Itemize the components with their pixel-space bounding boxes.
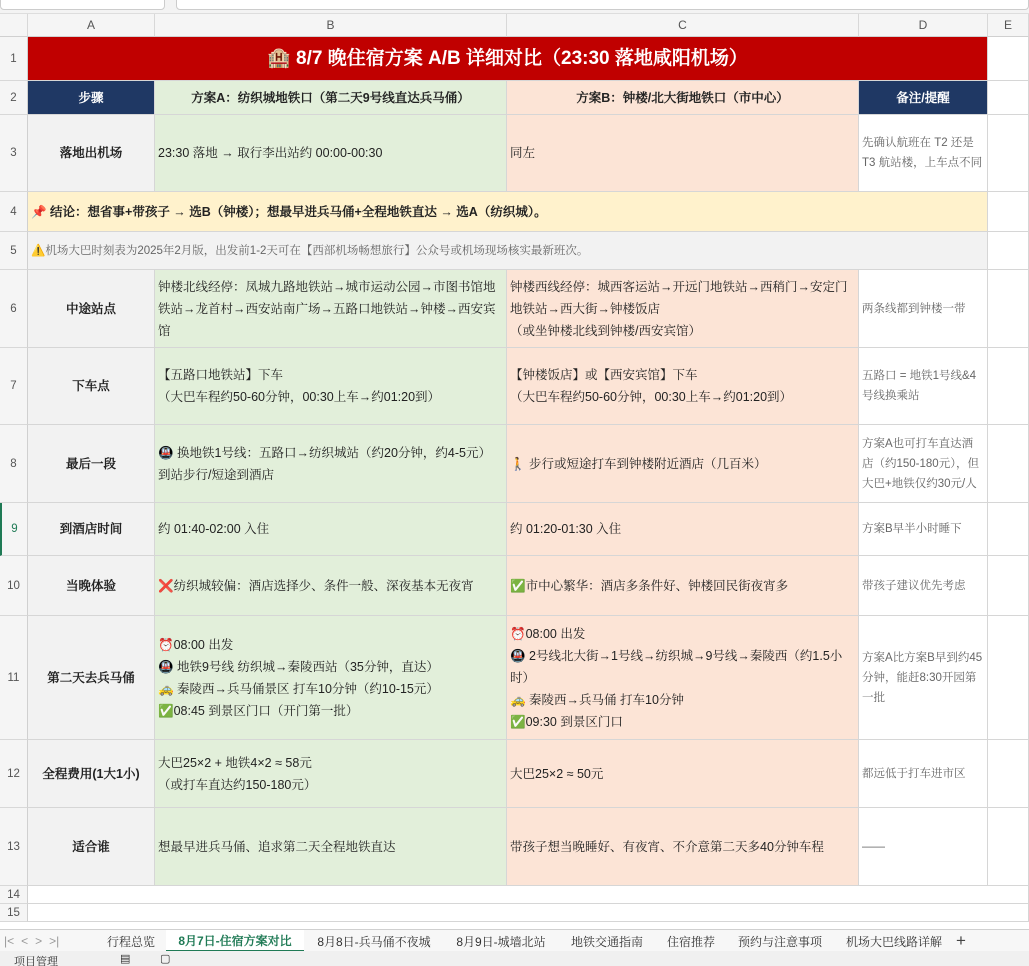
plan-b-cell[interactable]: 带孩子想当晚睡好、有夜宵、不介意第二天多40分钟车程	[507, 808, 859, 886]
step-label[interactable]: 适合谁	[28, 808, 155, 886]
cell[interactable]	[988, 616, 1029, 740]
name-box[interactable]	[0, 0, 165, 10]
row-header[interactable]: 14	[0, 886, 28, 904]
sheet-bottom	[0, 922, 1029, 929]
row-header[interactable]: 5	[0, 232, 28, 270]
step-label[interactable]: 全程费用(1大1小)	[28, 740, 155, 808]
column-header-d[interactable]: D	[859, 14, 988, 37]
plan-b-cell[interactable]: ✅市中心繁华：酒店多条件好、钟楼回民街夜宵多	[507, 556, 859, 616]
sheet-tab[interactable]: 8月9日-城墙北站	[456, 934, 546, 949]
column-header-a[interactable]: A	[28, 14, 155, 37]
note-cell[interactable]: 带孩子建议优先考虑	[859, 556, 988, 616]
add-sheet-icon[interactable]: +	[956, 931, 966, 950]
row-header[interactable]: 1	[0, 37, 28, 81]
row-header[interactable]: 10	[0, 556, 28, 616]
cell[interactable]	[988, 425, 1029, 503]
sheet-tab-active[interactable]: 8月7日-住宿方案对比	[166, 930, 304, 952]
empty-row[interactable]	[28, 904, 1029, 922]
row-header[interactable]: 6	[0, 270, 28, 348]
plan-b-cell[interactable]: 大巴25×2 ≈ 50元	[507, 740, 859, 808]
step-label[interactable]: 下车点	[28, 348, 155, 425]
row-header[interactable]: 11	[0, 616, 28, 740]
step-label[interactable]: 中途站点	[28, 270, 155, 348]
step-label[interactable]: 当晚体验	[28, 556, 155, 616]
plan-b-cell[interactable]: 同左	[507, 115, 859, 192]
note-cell[interactable]: 都远低于打车进市区	[859, 740, 988, 808]
row-header[interactable]: 3	[0, 115, 28, 192]
cell[interactable]	[988, 115, 1029, 192]
plan-a-cell[interactable]: 约 01:40-02:00 入住	[155, 503, 507, 556]
cell[interactable]	[988, 348, 1029, 425]
plan-b-cell[interactable]: 🚶 步行或短途打车到钟楼附近酒店（几百米）	[507, 425, 859, 503]
step-label[interactable]: 到酒店时间	[28, 503, 155, 556]
plan-b-cell[interactable]: 约 01:20-01:30 入住	[507, 503, 859, 556]
project-label[interactable]: 项目管理	[14, 956, 58, 966]
note-cell[interactable]: 先确认航班在 T2 还是 T3 航站楼，上车点不同	[859, 115, 988, 192]
first-sheet-icon[interactable]: |<	[4, 934, 15, 948]
next-sheet-icon[interactable]: >	[35, 934, 43, 948]
header-plan-b[interactable]: 方案B：钟楼/北大街地铁口（市中心）	[507, 81, 859, 115]
note-cell[interactable]: 方案A也可打车直达酒店（约150-180元），但大巴+地铁仅约30元/人	[859, 425, 988, 503]
header-plan-a[interactable]: 方案A：纺织城地铁口（第二天9号线直达兵马俑）	[155, 81, 507, 115]
sheet-tab[interactable]: 地铁交通指南	[570, 934, 643, 949]
step-label[interactable]: 最后一段	[28, 425, 155, 503]
cell[interactable]	[988, 556, 1029, 616]
row-header[interactable]: 4	[0, 192, 28, 232]
cell[interactable]	[988, 808, 1029, 886]
note-cell[interactable]: 五路口 = 地铁1号线&4号线换乘站	[859, 348, 988, 425]
plan-a-cell[interactable]: 钟楼北线经停：凤城九路地铁站→城市运动公园→市图书馆地铁站→龙首村→西安站南广场→五路口地铁站→钟楼→西安宾馆	[155, 270, 507, 348]
plan-b-cell[interactable]: ⏰08:00 出发 🚇 2号线北大街→1号线→纺织城→9号线→秦陵西（约1.5小时） 🚕 秦陵西→兵马俑 打车10分钟 ✅09:30 到景区门口	[507, 616, 859, 740]
sheet-tab[interactable]: 8月8日-兵马俑不夜城	[317, 934, 431, 949]
row-header[interactable]: 13	[0, 808, 28, 886]
plan-a-cell[interactable]: ❌纺织城较偏：酒店选择少、条件一般、深夜基本无夜宵	[155, 556, 507, 616]
note-cell[interactable]: 两条线都到钟楼一带	[859, 270, 988, 348]
plan-a-cell[interactable]: ⏰08:00 出发 🚇 地铁9号线 纺织城→秦陵西站（35分钟，直达） 🚕 秦陵西→兵马俑景区 打车10分钟（约10-15元） ✅08:45 到景区门口（开门第一批）	[155, 616, 507, 740]
plan-a-cell[interactable]: 想最早进兵马俑、追求第二天全程地铁直达	[155, 808, 507, 886]
sheet-tab-bar	[0, 929, 1029, 951]
row-header[interactable]: 8	[0, 425, 28, 503]
plan-a-cell[interactable]: 【五路口地铁站】下车 （大巴车程约50-60分钟，00:30上车→约01:20到）	[155, 348, 507, 425]
column-header-b[interactable]: B	[155, 14, 507, 37]
cell[interactable]	[988, 192, 1029, 232]
row-header[interactable]: 15	[0, 904, 28, 922]
note-cell[interactable]: 方案A比方案B早到约45分钟，能赶8:30开园第一批	[859, 616, 988, 740]
status-icon[interactable]: ▢	[160, 953, 171, 965]
notice-cell[interactable]: ⚠️机场大巴时刻表为2025年2月版，出发前1-2天可在【西部机场畅想旅行】公众号或机场现场核实最新班次。	[28, 232, 988, 270]
cell[interactable]	[988, 740, 1029, 808]
sheet-tab[interactable]: 预约与注意事项	[737, 934, 822, 949]
sheet-tab[interactable]: 住宿推荐	[666, 934, 715, 949]
conclusion-cell[interactable]: 📌 结论：想省事+带孩子 → 选B（钟楼）；想最早进兵马俑+全程地铁直达 → 选A（纺织城）。	[28, 192, 988, 232]
row-header[interactable]: 7	[0, 348, 28, 425]
empty-row[interactable]	[28, 886, 1029, 904]
step-label[interactable]: 落地出机场	[28, 115, 155, 192]
header-step[interactable]: 步骤	[28, 81, 155, 115]
formula-bar	[0, 0, 1029, 14]
sheet-tab[interactable]: 行程总览	[106, 934, 155, 949]
sheet-title[interactable]: 🏨 8/7 晚住宿方案 A/B 详细对比（23:30 落地咸阳机场）	[28, 37, 988, 81]
plan-b-cell[interactable]: 【钟楼饭店】或【西安宾馆】下车 （大巴车程约50-60分钟，00:30上车→约01:20到）	[507, 348, 859, 425]
prev-sheet-icon[interactable]: <	[21, 934, 29, 948]
plan-a-cell[interactable]: 23:30 落地 → 取行李出站约 00:00-00:30	[155, 115, 507, 192]
step-label[interactable]: 第二天去兵马俑	[28, 616, 155, 740]
cell[interactable]	[988, 232, 1029, 270]
last-sheet-icon[interactable]: >|	[49, 934, 60, 948]
plan-a-cell[interactable]: 🚇 换地铁1号线：五路口→纺织城站（约20分钟，约4-5元） 到站步行/短途到酒店	[155, 425, 507, 503]
cell[interactable]	[988, 503, 1029, 556]
status-bar	[0, 951, 1029, 966]
cell[interactable]	[988, 37, 1029, 81]
row-header-selected[interactable]: 9	[0, 503, 28, 556]
cell[interactable]	[988, 270, 1029, 348]
tab-nav	[4, 930, 59, 952]
sheet-tab[interactable]: 机场大巴线路详解	[845, 934, 942, 949]
plan-a-cell[interactable]: 大巴25×2 + 地铁4×2 ≈ 58元 （或打车直达约150-180元）	[155, 740, 507, 808]
note-cell[interactable]: 方案B早半小时睡下	[859, 503, 988, 556]
column-header-c[interactable]: C	[507, 14, 859, 37]
select-all-corner[interactable]	[0, 14, 28, 37]
plan-b-cell[interactable]: 钟楼西线经停：城西客运站→开远门地铁站→西稍门→安定门地铁站→西大街→钟楼饭店 （或坐钟楼北线到钟楼/西安宾馆）	[507, 270, 859, 348]
note-cell[interactable]: ——	[859, 808, 988, 886]
formula-input[interactable]	[176, 0, 1029, 10]
row-header[interactable]: 2	[0, 81, 28, 115]
cell[interactable]	[988, 81, 1029, 115]
row-header[interactable]: 12	[0, 740, 28, 808]
column-header-e[interactable]: E	[988, 14, 1029, 37]
status-icon[interactable]: ▤	[120, 953, 131, 965]
header-note[interactable]: 备注/提醒	[859, 81, 988, 115]
